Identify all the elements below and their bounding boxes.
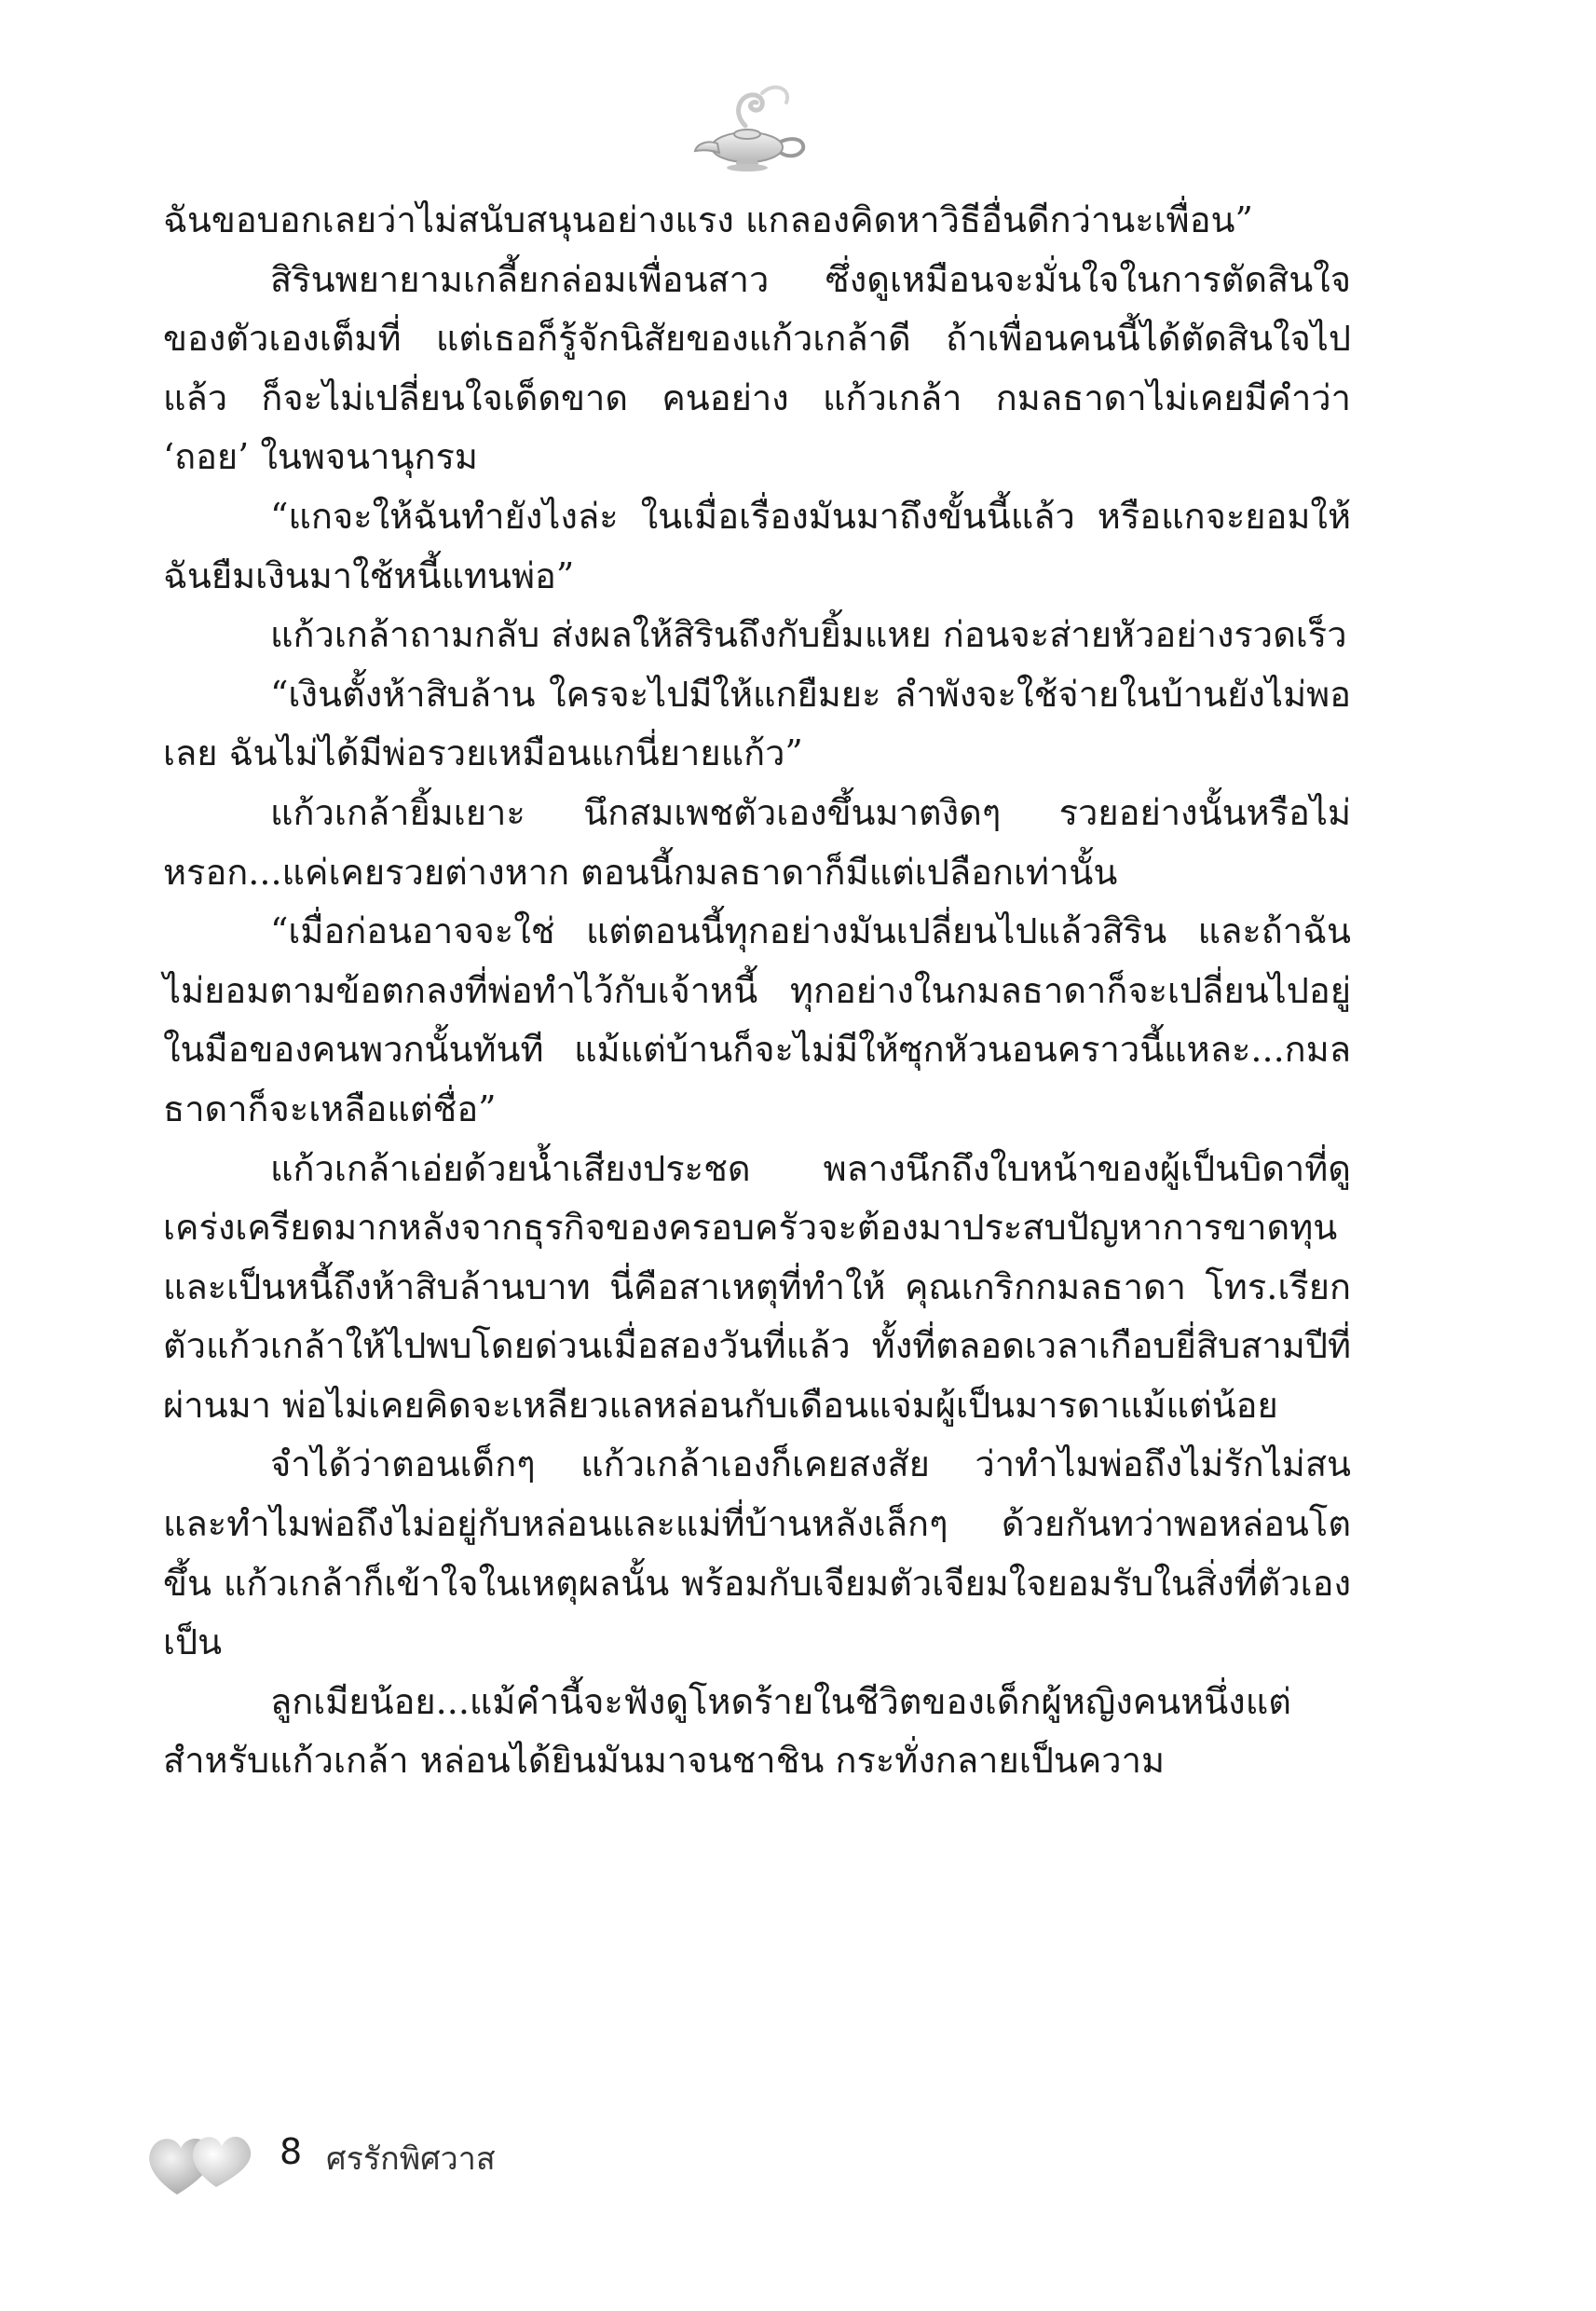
page-number: 8 [280,2131,303,2172]
paragraph: “แกจะให้ฉันทำยังไงล่ะ ในเมื่อเรื่องมันมาถึงขั้นนี้แล้ว หรือแกจะยอมให้ฉันยืมเงินมาใช้หนี้แทนพ่อ” [163,495,1351,596]
paragraph: “เงินตั้งห้าสิบล้าน ใครจะไปมีให้แกยืมยะ ลำพังจะใช้จ่ายในบ้านยังไม่พอเลย ฉันไม่ได้มีพ่อรวยเหมือนแกนี่ยายแก้ว” [163,673,1351,774]
paragraph: แก้วเกล้าเอ่ยด้วยน้ำเสียงประชด พลางนึกถึงใบหน้าของผู้เป็นบิดาที่ดูเคร่งเครียดมากหลังจากธุรกิจของครอบครัวจะต้องมาประสบปัญหาการขาดทุน และเป็นหนี้ถึงห้าสิบล้านบาท นี่คือสาเหตุที่ทำให้ คุณเกริกกมลธาดา โทร.เรียกตัวแก้วเกล้าให้ไปพบโดยด่วนเมื่อสองวันที่แล้ว ทั้งที่ตลอดเวลาเกือบยี่สิบสามปีที่ผ่านมา พ่อไม่เคยคิดจะเหลียวแลหล่อนกับเดือนแจ่มผู้เป็นมารดาแม้แต่น้อย [163,1147,1351,1426]
hearts-ornament-icon [140,2111,270,2204]
paragraph: ฉันขอบอกเลยว่าไม่สนับสนุนอย่างแรง แกลองคิดหาวิธีอื่นดีกว่านะเพื่อน” [163,199,1253,240]
page-footer [140,2111,699,2204]
paragraph: “เมื่อก่อนอาจจะใช่ แต่ตอนนี้ทุกอย่างมันเปลี่ยนไปแล้วสิริน และถ้าฉันไม่ยอมตามข้อตกลงที่พ่อทำไว้กับเจ้าหนี้ ทุกอย่างในกมลธาดาก็จะเปลี่ยนไปอยู่ในมือของคนพวกนั้นทันที แม้แต่บ้านก็จะไม่มีให้ซุกหัวนอนคราวนี้แหละ...กมลธาดาก็จะเหลือแต่ชื่อ” [163,910,1351,1129]
book-title: ศรรักพิศวาส [326,2140,496,2178]
body-text [163,191,1351,1791]
paragraph: ลูกเมียน้อย...แม้คำนี้จะฟังดูโหดร้ายในชีวิตของเด็กผู้หญิงคนหนึ่งแต่สำหรับแก้วเกล้า หล่อนได้ยินมันมาจนชาชิน กระทั่งกลายเป็นความ [163,1680,1291,1782]
paragraph: จำได้ว่าตอนเด็กๆ แก้วเกล้าเองก็เคยสงสัย ว่าทำไมพ่อถึงไม่รักไม่สน และทำไมพ่อถึงไม่อยู่กับหล่อนและแม่ที่บ้านหลังเล็กๆ ด้วยกันทว่าพอหล่อนโตขึ้น แก้วเกล้าก็เข้าใจในเหตุผลนั้น พร้อมกับเจียมตัวเจียมใจยอมรับในสิ่งที่ตัวเองเป็น [163,1443,1351,1663]
paragraph: แก้วเกล้ายิ้มเยาะ นึกสมเพชตัวเองขึ้นมาตงิดๆ รวยอย่างนั้นหรือไม่หรอก...แค่เคยรวยต่างหาก ตอนนี้กมลธาดาก็มีแต่เปลือกเท่านั้น [163,791,1351,893]
paragraph: สิรินพยายามเกลี้ยกล่อมเพื่อนสาว ซึ่งดูเหมือนจะมั่นใจในการตัดสินใจของตัวเองเต็มที่ แต่เธอก็รู้จักนิสัยของแก้วเกล้าดี ถ้าเพื่อนคนนี้ได้ตัดสินใจไปแล้ว ก็จะไม่เปลี่ยนใจเด็ดขาด คนอย่าง แก้วเกล้า กมลธาดาไม่เคยมีคำว่า ‘ถอย’ ในพจนานุกรม [163,258,1351,478]
paragraph: แก้วเกล้าถามกลับ ส่งผลให้สิรินถึงกับยิ้มแหย ก่อนจะส่ายหัวอย่างรวดเร็ว [270,614,1347,656]
magic-lamp-ornament-icon [689,75,811,177]
